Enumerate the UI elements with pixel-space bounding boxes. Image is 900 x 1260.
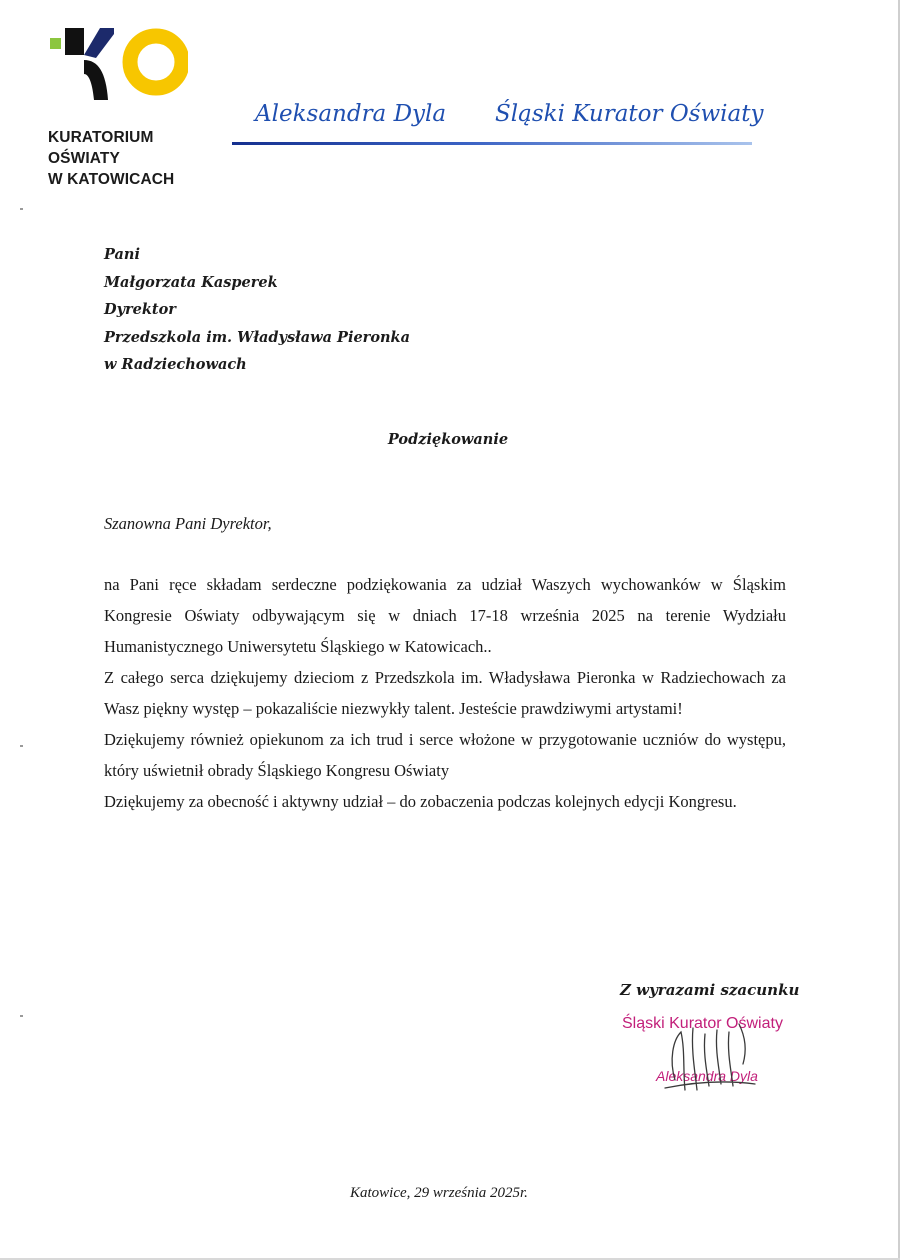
body-paragraph: Dziękujemy również opiekunom za ich trud i serce włożone w przygotowanie uczniów do występu, który uświetnił obrady Śląskiego Kongresu Oświaty xyxy=(104,730,786,780)
subject-text: Podziękowanie xyxy=(387,431,509,448)
logo-green-square xyxy=(50,38,61,49)
logo-o-ring xyxy=(130,36,182,88)
recipient-line: Małgorzata Kasperek xyxy=(104,273,278,291)
letter-greeting: Szanowna Pani Dyrektor, xyxy=(104,514,272,533)
organization-name xyxy=(48,127,174,190)
body-paragraph: Dziękujemy za obecność i aktywny udział – do zobaczenia podczas kolejnych edycji Kongresu. xyxy=(104,792,737,811)
stamp-name: Aleksandra Dyla xyxy=(656,1068,758,1084)
org-line: OŚWIATY xyxy=(48,150,120,167)
logo-k-stem xyxy=(65,28,84,55)
org-line: W KATOWICACH xyxy=(48,171,175,188)
header-rule xyxy=(232,142,752,145)
place-and-date: Katowice, 29 września 2025r. xyxy=(350,1185,528,1201)
logo-k-leg xyxy=(84,60,108,100)
scan-speck xyxy=(20,1015,23,1017)
header-title: Śląski Kurator Oświaty xyxy=(495,101,764,127)
handwritten-signature xyxy=(655,1010,775,1100)
recipient-address xyxy=(104,241,410,379)
recipient-line: Dyrektor xyxy=(104,301,176,318)
kuratorium-logo xyxy=(48,26,188,102)
stamp-title: Śląski Kurator Oświaty xyxy=(622,1015,783,1032)
scan-speck xyxy=(20,745,23,747)
letter-body xyxy=(104,569,786,817)
recipient-line: Przedszkola im. Władysława Pieronka xyxy=(104,328,410,346)
scan-speck xyxy=(20,208,23,210)
org-line: KURATORIUM xyxy=(48,129,154,146)
recipient-line: w Radziechowach xyxy=(104,356,247,373)
recipient-line: Pani xyxy=(104,246,140,263)
letter-subject xyxy=(0,431,900,448)
closing-phrase: Z wyrazami szacunku xyxy=(620,981,800,999)
body-paragraph: Z całego serca dziękujemy dzieciom z Przedszkola im. Władysława Pieronka w Radziechowach za Wasz piękny występ – pokazaliście niezwykły talent. Jesteście prawdziwymi artystami! xyxy=(104,668,786,718)
logo-k-arm xyxy=(84,28,114,58)
header-name: Aleksandra Dyla xyxy=(255,101,447,127)
body-paragraph: na Pani ręce składam serdeczne podziękowania za udział Waszych wychowanków w Śląskim Kongresie Oświaty odbywającym się w dniach 17-18 września 2025 na terenie Wydziału Humanistycznego Uniwersytetu Śląskiego w Katowicach.. xyxy=(104,575,786,656)
